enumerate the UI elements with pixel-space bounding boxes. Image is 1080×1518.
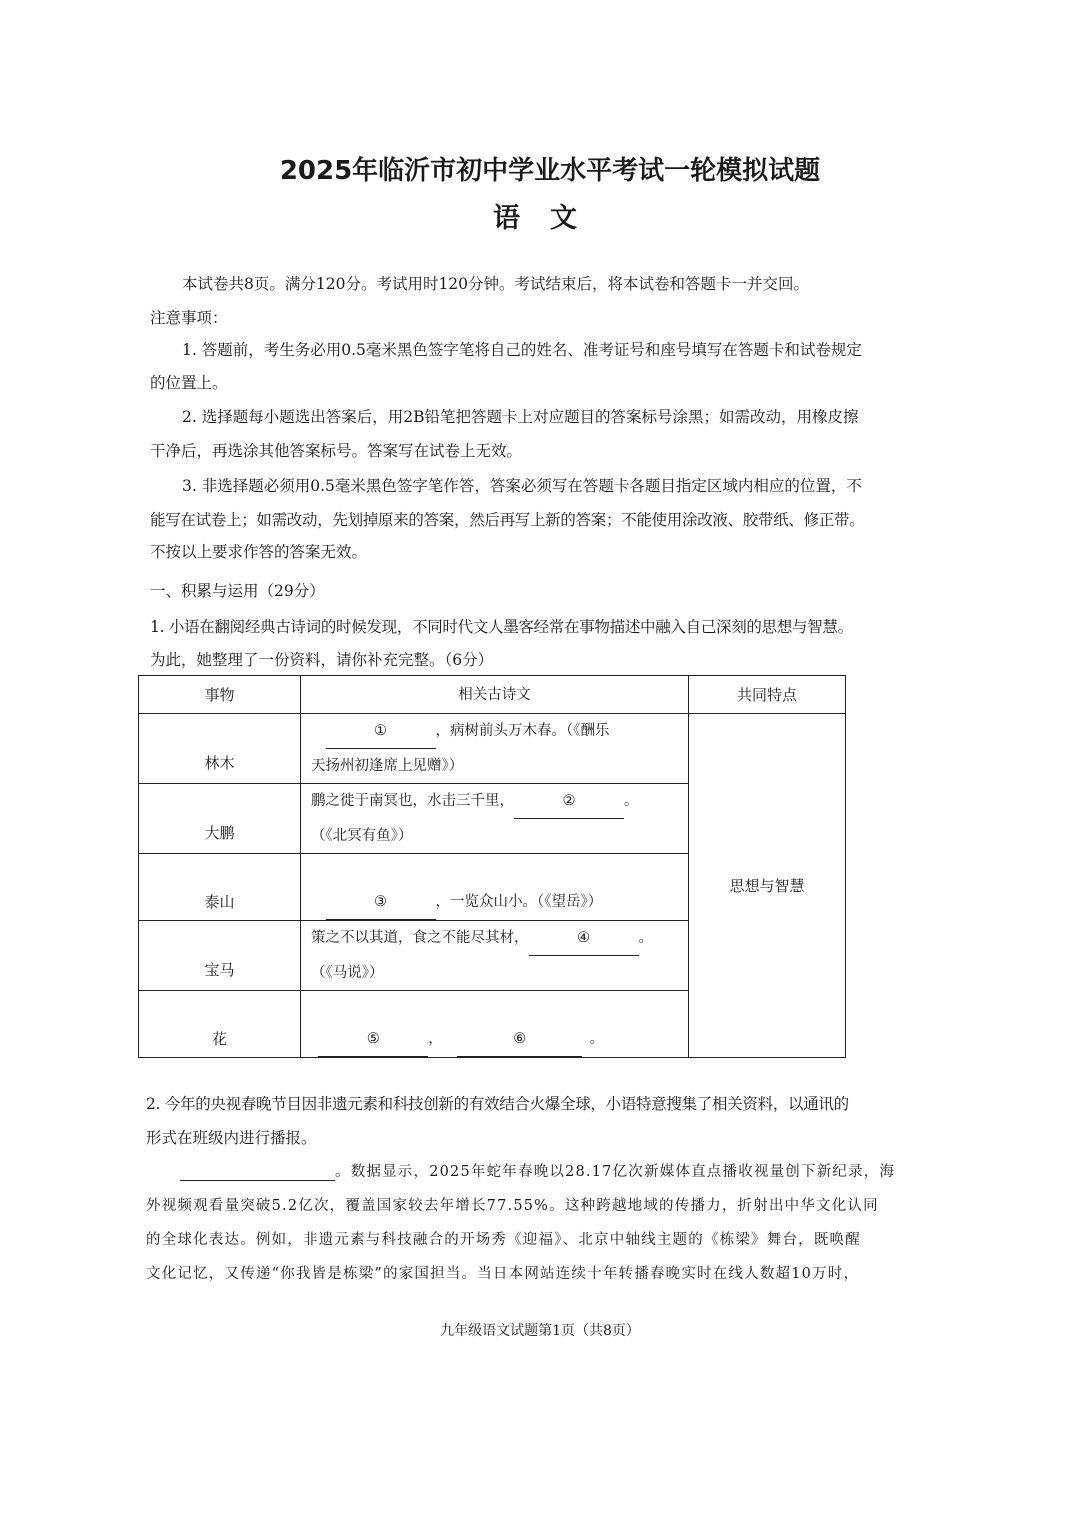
answer-blank-5[interactable]: ⑤ — [318, 1022, 428, 1057]
answer-blank-4[interactable]: ④ — [529, 921, 639, 956]
answer-blank-3[interactable]: ③ — [326, 885, 436, 920]
passage-line-2: 外视频观看量突破5.2亿次，覆盖国家较去年增长77.55%。这种跨越地域的传播力，折射出中华文化认同 — [146, 1198, 879, 1214]
q2-line-1: 2. 今年的央视春晚节目因非遗元素和科技创新的有效结合火爆全球，小语特意搜集了相关资料，以通讯的 — [146, 1095, 849, 1113]
answer-blank-1[interactable]: ① — [326, 714, 436, 749]
poem-punct: 。 — [589, 1030, 604, 1047]
answer-blank-2[interactable]: ② — [514, 784, 624, 819]
thing-cell: 泰山 — [204, 892, 235, 911]
q2-line-2: 形式在班级内进行播报。 — [146, 1129, 317, 1147]
note-3-line-1: 3. 非选择题必须用0.5毫米黑色签字笔作答，答案必须写在答题卡各题目指定区域内相应的位置，不 — [182, 477, 862, 495]
note-2-line-1: 2. 选择题每小题选出答案后，用2B铅笔把答题卡上对应题目的答案标号涂黑；如需改动，用橡皮擦 — [182, 408, 859, 426]
common-feature: 思想与智慧 — [689, 714, 846, 1058]
thing-cell: 林木 — [204, 754, 235, 772]
note-1-line-2: 的位置上。 — [150, 374, 228, 392]
header-poetry: 相关古诗文 — [301, 676, 689, 714]
q1-line-2: 为此，她整理了一份资料，请你补充完整。（6分） — [150, 651, 494, 669]
note-3-line-3: 不按以上要求作答的答案无效。 — [150, 543, 368, 561]
subject-title: 语文 — [493, 203, 607, 234]
passage-blank[interactable] — [180, 1164, 335, 1181]
passage-line-4: 文化记忆，又传递“你我皆是栋梁”的家国担当。当日本网站连续十年转播春晚实时在线人数超10万时， — [146, 1266, 860, 1282]
poem-text: 鹏之徙于南冥也，水击三千里， — [311, 793, 514, 809]
poem-punct: ， — [428, 1030, 443, 1047]
header-common: 共同特点 — [689, 676, 846, 714]
poem-punct: 。 — [638, 930, 653, 946]
table-row — [139, 714, 846, 784]
q1-line-1: 1. 小语在翻阅经典古诗词的时候发现，不同时代文人墨客经常在事物描述中融入自己深刻的思想与智慧。 — [150, 618, 853, 636]
note-2-line-2: 干净后，再选涂其他答案标号。答案写在试卷上无效。 — [150, 442, 523, 460]
passage-line-3: 的全球化表达。例如，非遗元素与科技融合的开场秀《迎福》、北京中轴线主题的《栋梁》舞台，既唤醒 — [146, 1232, 861, 1248]
intro-text: 本试卷共8页。满分120分。考试用时120分钟。考试结束后，将本试卷和答题卡一并交回。 — [182, 275, 810, 293]
thing-cell: 宝马 — [204, 961, 235, 979]
section-heading: 一、积累与运用（29分） — [150, 582, 325, 600]
notes-heading: 注意事项： — [150, 309, 228, 327]
page-footer: 九年级语文试题第1页（共8页） — [440, 1323, 640, 1339]
poem-text: ，一览众山小。（《望岳》） — [435, 893, 603, 910]
thing-cell: 花 — [211, 1029, 227, 1048]
poem-source: （《马说》） — [311, 965, 384, 981]
header-thing: 事物 — [139, 676, 301, 714]
poem-source: （《北冥有鱼》） — [311, 828, 413, 844]
passage-line-1: 。数据显示，2025年蛇年春晚以28.17亿次新媒体直点播收视量创下新纪录，海 — [335, 1164, 896, 1180]
thing-cell: 大鹏 — [204, 824, 235, 842]
poem-text: ，病树前头万木春。（《酬乐 — [435, 723, 610, 739]
poem-source: 天扬州初逢席上见赠》） — [311, 758, 464, 774]
exam-title: 2025年临沂市初中学业水平考试一轮模拟试题 — [279, 156, 821, 186]
note-3-line-2: 能写在试卷上；如需改动，先划掉原来的答案，然后再写上新的答案；不能使用涂改液、胶带纸、修正带。 — [150, 511, 865, 529]
poetry-table — [138, 675, 846, 1058]
poem-punct: 。 — [624, 793, 639, 809]
poem-text: 策之不以其道，食之不能尽其材， — [311, 930, 529, 946]
note-1-line-1: 1. 答题前，考生务必用0.5毫米黑色签字笔将自己的姓名、准考证号和座号填写在答题卡和试卷规定 — [182, 341, 862, 359]
answer-blank-6[interactable]: ⑥ — [457, 1022, 582, 1057]
